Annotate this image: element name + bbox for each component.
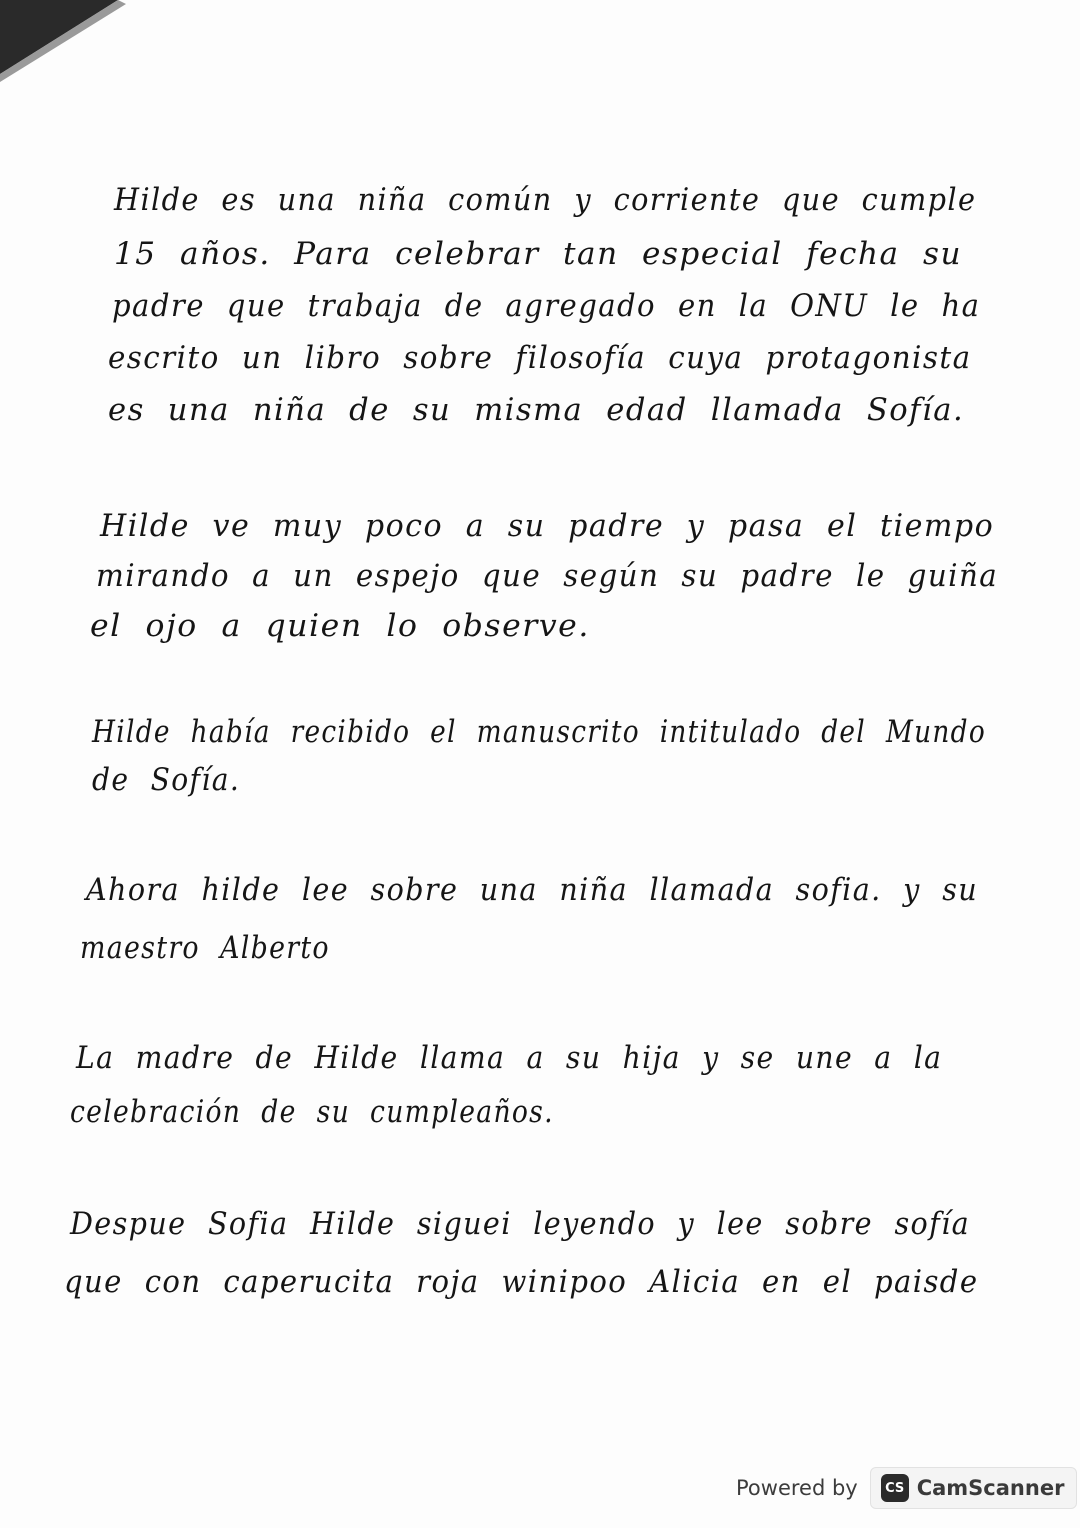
paragraph-2-line-1: Hilde ve muy poco a su padre y pasa el tiempo	[100, 508, 995, 544]
paragraph-3-line-1: Hilde había recibido el manuscrito intitulado del Mundo	[92, 714, 986, 750]
paragraph-6-line-2: que con caperucita roja winipoo Alicia en el paisde	[64, 1264, 979, 1300]
camscanner-badge	[870, 1467, 1078, 1509]
paragraph-2-line-3: el ojo a quien lo observe.	[90, 608, 590, 644]
paragraph-1-line-2: 15 años. Para celebrar tan especial fecha su	[114, 236, 963, 272]
paragraph-1-line-4: escrito un libro sobre filosofía cuya protagonista	[108, 340, 972, 376]
camscanner-watermark	[736, 1466, 1077, 1510]
paragraph-1-line-1: Hilde es una niña común y corriente que cumple	[114, 182, 977, 218]
paragraph-4-line-1: Ahora hilde lee sobre una niña llamada sofia. y su	[86, 872, 979, 908]
paragraph-1-line-3: padre que trabaja de agregado en la ONU le ha	[112, 288, 981, 324]
paragraph-5-line-2: celebración de su cumpleaños.	[70, 1094, 554, 1130]
paragraph-4-line-2: maestro Alberto	[80, 930, 330, 966]
camscanner-logo-icon: CS	[881, 1474, 909, 1502]
paragraph-3-line-2: de Sofía.	[92, 762, 241, 798]
paragraph-6-line-1: Despue Sofia Hilde siguei leyendo y lee sobre sofía	[70, 1206, 971, 1242]
paragraph-1-line-5: es una niña de su misma edad llamada Sofía.	[108, 392, 965, 428]
camscanner-brand: CamScanner	[916, 1476, 1065, 1500]
paragraph-5-line-1: La madre de Hilde llama a su hija y se une a la	[76, 1040, 943, 1076]
scan-corner-shadow	[0, 0, 200, 90]
paragraph-2-line-2: mirando a un espejo que según su padre le guiña	[96, 558, 999, 594]
powered-by-label: Powered by	[736, 1476, 858, 1500]
